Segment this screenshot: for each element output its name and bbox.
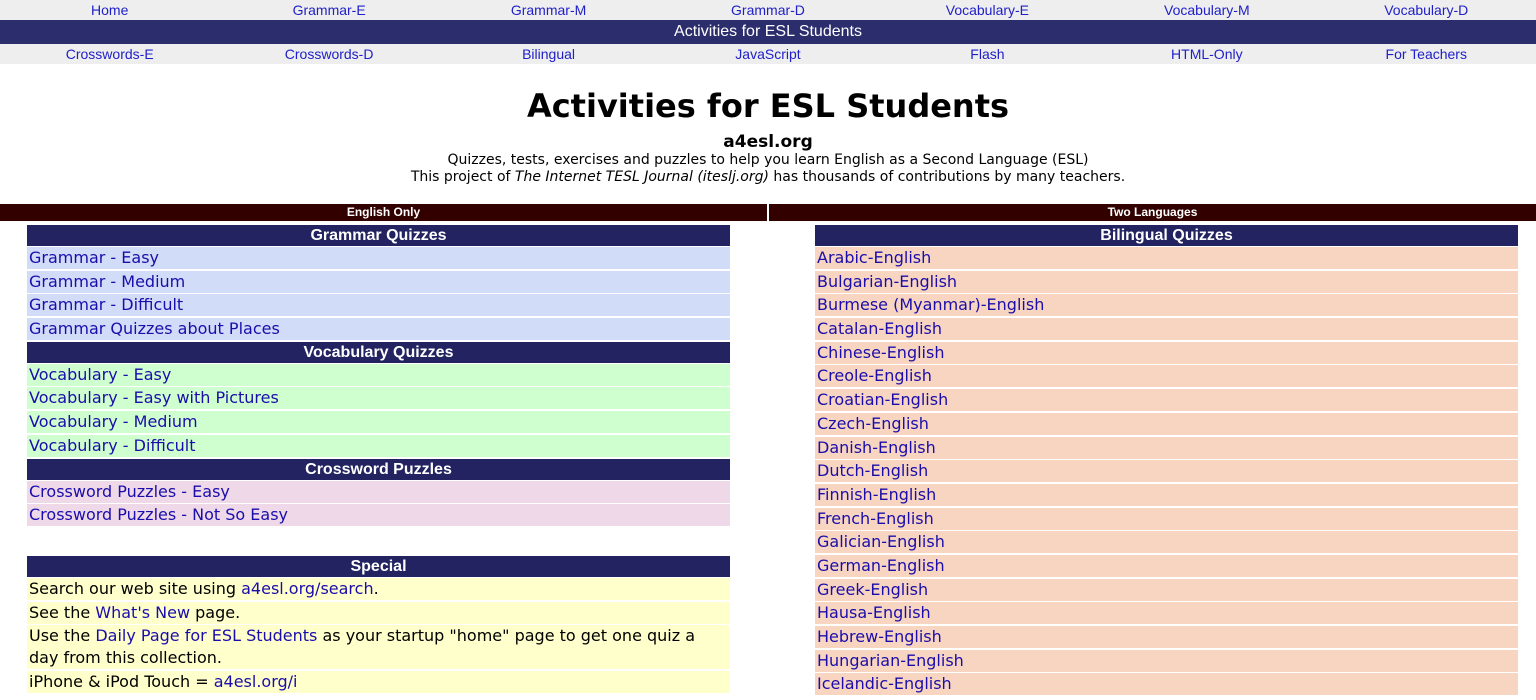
whats-new-text-end: page.: [190, 602, 241, 622]
list-item: [27, 271, 730, 293]
icelandic-english-link[interactable]: Icelandic-English: [817, 674, 952, 694]
two-languages-header: Two Languages: [769, 204, 1536, 221]
crossword-puzzles-heading: Crossword Puzzles: [27, 459, 730, 480]
list-item: [27, 364, 730, 386]
list-item: [27, 481, 730, 503]
nav-vocabulary-m[interactable]: Vocabulary-M: [1164, 2, 1250, 18]
list-item: [815, 389, 1518, 411]
list-item: [815, 484, 1518, 506]
grammar-easy-link[interactable]: Grammar - Easy: [29, 248, 159, 267]
list-item: [815, 531, 1518, 553]
top-nav: [0, 0, 1536, 20]
search-text-end: .: [373, 579, 379, 598]
nav-grammar-m[interactable]: Grammar-M: [510, 2, 587, 18]
hebrew-english-link[interactable]: Hebrew-English: [817, 627, 942, 646]
page-title: Activities for ESL Students: [526, 87, 1010, 125]
grammar-difficult-link[interactable]: Grammar - Difficult: [29, 295, 184, 315]
sub-nav: [0, 44, 1536, 64]
nav-grammar-e[interactable]: Grammar-E: [292, 2, 366, 18]
list-item: [815, 555, 1518, 577]
iphone-link[interactable]: a4esl.org/i: [213, 672, 298, 692]
nav-vocabulary-e[interactable]: Vocabulary-E: [945, 2, 1030, 18]
grammar-medium-link[interactable]: Grammar - Medium: [29, 271, 186, 291]
search-link[interactable]: a4esl.org/search: [241, 579, 374, 598]
special-heading: Special: [27, 556, 730, 577]
hungarian-english-link[interactable]: Hungarian-English: [817, 650, 964, 670]
daily-text: Use the: [29, 626, 96, 646]
list-item: [815, 508, 1518, 530]
hero: [0, 64, 1536, 204]
daily-page-link[interactable]: Daily Page for ESL Students: [95, 626, 318, 646]
burmese-english-link[interactable]: Burmese (Myanmar)-English: [817, 295, 1045, 315]
list-item: [815, 437, 1518, 459]
list-item: [815, 413, 1518, 435]
finnish-english-link[interactable]: Finnish-English: [817, 484, 937, 504]
list-item: [27, 318, 730, 340]
grammar-quizzes-heading: Grammar Quizzes: [27, 225, 730, 246]
list-item: [815, 673, 1518, 695]
english-only-column: [27, 225, 730, 528]
english-only-header: English Only: [0, 204, 767, 221]
nav-javascript[interactable]: JavaScript: [735, 46, 801, 62]
nav-flash[interactable]: Flash: [970, 46, 1005, 62]
crossword-not-so-easy-link[interactable]: Crossword Puzzles - Not So Easy: [29, 505, 289, 525]
list-item: [815, 650, 1518, 672]
creole-english-link[interactable]: Creole-English: [817, 366, 932, 386]
project-note-post: has thousands of contributions by many teachers.: [768, 169, 1126, 185]
croatian-english-link[interactable]: Croatian-English: [817, 390, 949, 410]
journal-name: The Internet TESL Journal (iteslj.org): [514, 169, 769, 185]
list-item: [815, 579, 1518, 601]
vocabulary-medium-link[interactable]: Vocabulary - Medium: [29, 412, 198, 432]
arabic-english-link[interactable]: Arabic-English: [817, 248, 932, 267]
grammar-places-link[interactable]: Grammar Quizzes about Places: [29, 319, 280, 339]
nav-bilingual[interactable]: Bilingual: [522, 46, 576, 62]
nav-grammar-d[interactable]: Grammar-D: [731, 2, 805, 18]
vocabulary-quizzes-heading: Vocabulary Quizzes: [27, 342, 730, 363]
list-item: [815, 271, 1518, 293]
list-item: [27, 247, 730, 269]
nav-crosswords-d[interactable]: Crosswords-D: [284, 46, 374, 62]
vocabulary-easy-link[interactable]: Vocabulary - Easy: [29, 364, 172, 384]
site-banner: Activities for ESL Students: [0, 20, 1536, 44]
list-item: [27, 294, 730, 316]
whats-new-row: [27, 602, 730, 624]
nav-vocabulary-d[interactable]: Vocabulary-D: [1384, 2, 1469, 18]
vocabulary-difficult-link[interactable]: Vocabulary - Difficult: [29, 435, 196, 455]
list-item: [27, 504, 730, 526]
list-item: [815, 460, 1518, 482]
project-note-pre: This project of: [410, 169, 515, 185]
daily-text-end: as your startup "home" page to get one quiz a day from this collection.: [29, 626, 696, 668]
nav-crosswords-e[interactable]: Crosswords-E: [65, 46, 154, 62]
greek-english-link[interactable]: Greek-English: [817, 579, 929, 599]
nav-for-teachers[interactable]: For Teachers: [1385, 46, 1467, 62]
crossword-easy-link[interactable]: Crossword Puzzles - Easy: [29, 481, 230, 501]
galician-english-link[interactable]: Galician-English: [817, 532, 945, 552]
bulgarian-english-link[interactable]: Bulgarian-English: [817, 271, 958, 291]
whats-new-link[interactable]: What's New: [95, 602, 191, 622]
list-item: [815, 365, 1518, 387]
list-item: [27, 435, 730, 457]
chinese-english-link[interactable]: Chinese-English: [817, 342, 945, 362]
site-name: a4esl.org: [723, 132, 813, 152]
czech-english-link[interactable]: Czech-English: [817, 413, 929, 433]
iphone-row: [27, 671, 730, 693]
iphone-text: iPhone & iPod Touch =: [29, 672, 214, 692]
list-item: [815, 247, 1518, 269]
catalan-english-link[interactable]: Catalan-English: [817, 319, 942, 339]
german-english-link[interactable]: German-English: [817, 555, 945, 575]
list-item: [815, 602, 1518, 624]
danish-english-link[interactable]: Danish-English: [817, 437, 936, 457]
french-english-link[interactable]: French-English: [817, 508, 934, 528]
tagline: Quizzes, tests, exercises and puzzles to help you learn English as a Second Language (ESL): [447, 152, 1089, 168]
vocabulary-easy-pictures-link[interactable]: Vocabulary - Easy with Pictures: [29, 388, 279, 408]
list-item: [815, 342, 1518, 364]
bilingual-quizzes-heading: Bilingual Quizzes: [815, 225, 1518, 246]
nav-home[interactable]: Home: [91, 2, 129, 18]
two-languages-column: [815, 225, 1518, 697]
search-row: [27, 578, 730, 600]
search-text: Search our web site using: [29, 579, 242, 598]
project-note: [0, 169, 1536, 186]
list-item: [815, 294, 1518, 316]
list-item: [27, 411, 730, 433]
hausa-english-link[interactable]: Hausa-English: [817, 603, 931, 623]
column-headers: [0, 204, 1536, 221]
special-section: [27, 556, 730, 695]
list-item: [27, 387, 730, 409]
list-item: [815, 626, 1518, 648]
list-item: [815, 318, 1518, 340]
daily-page-row: [27, 625, 730, 669]
whats-new-text: See the: [29, 602, 96, 622]
nav-html-only[interactable]: HTML-Only: [1171, 46, 1243, 62]
dutch-english-link[interactable]: Dutch-English: [817, 461, 929, 481]
